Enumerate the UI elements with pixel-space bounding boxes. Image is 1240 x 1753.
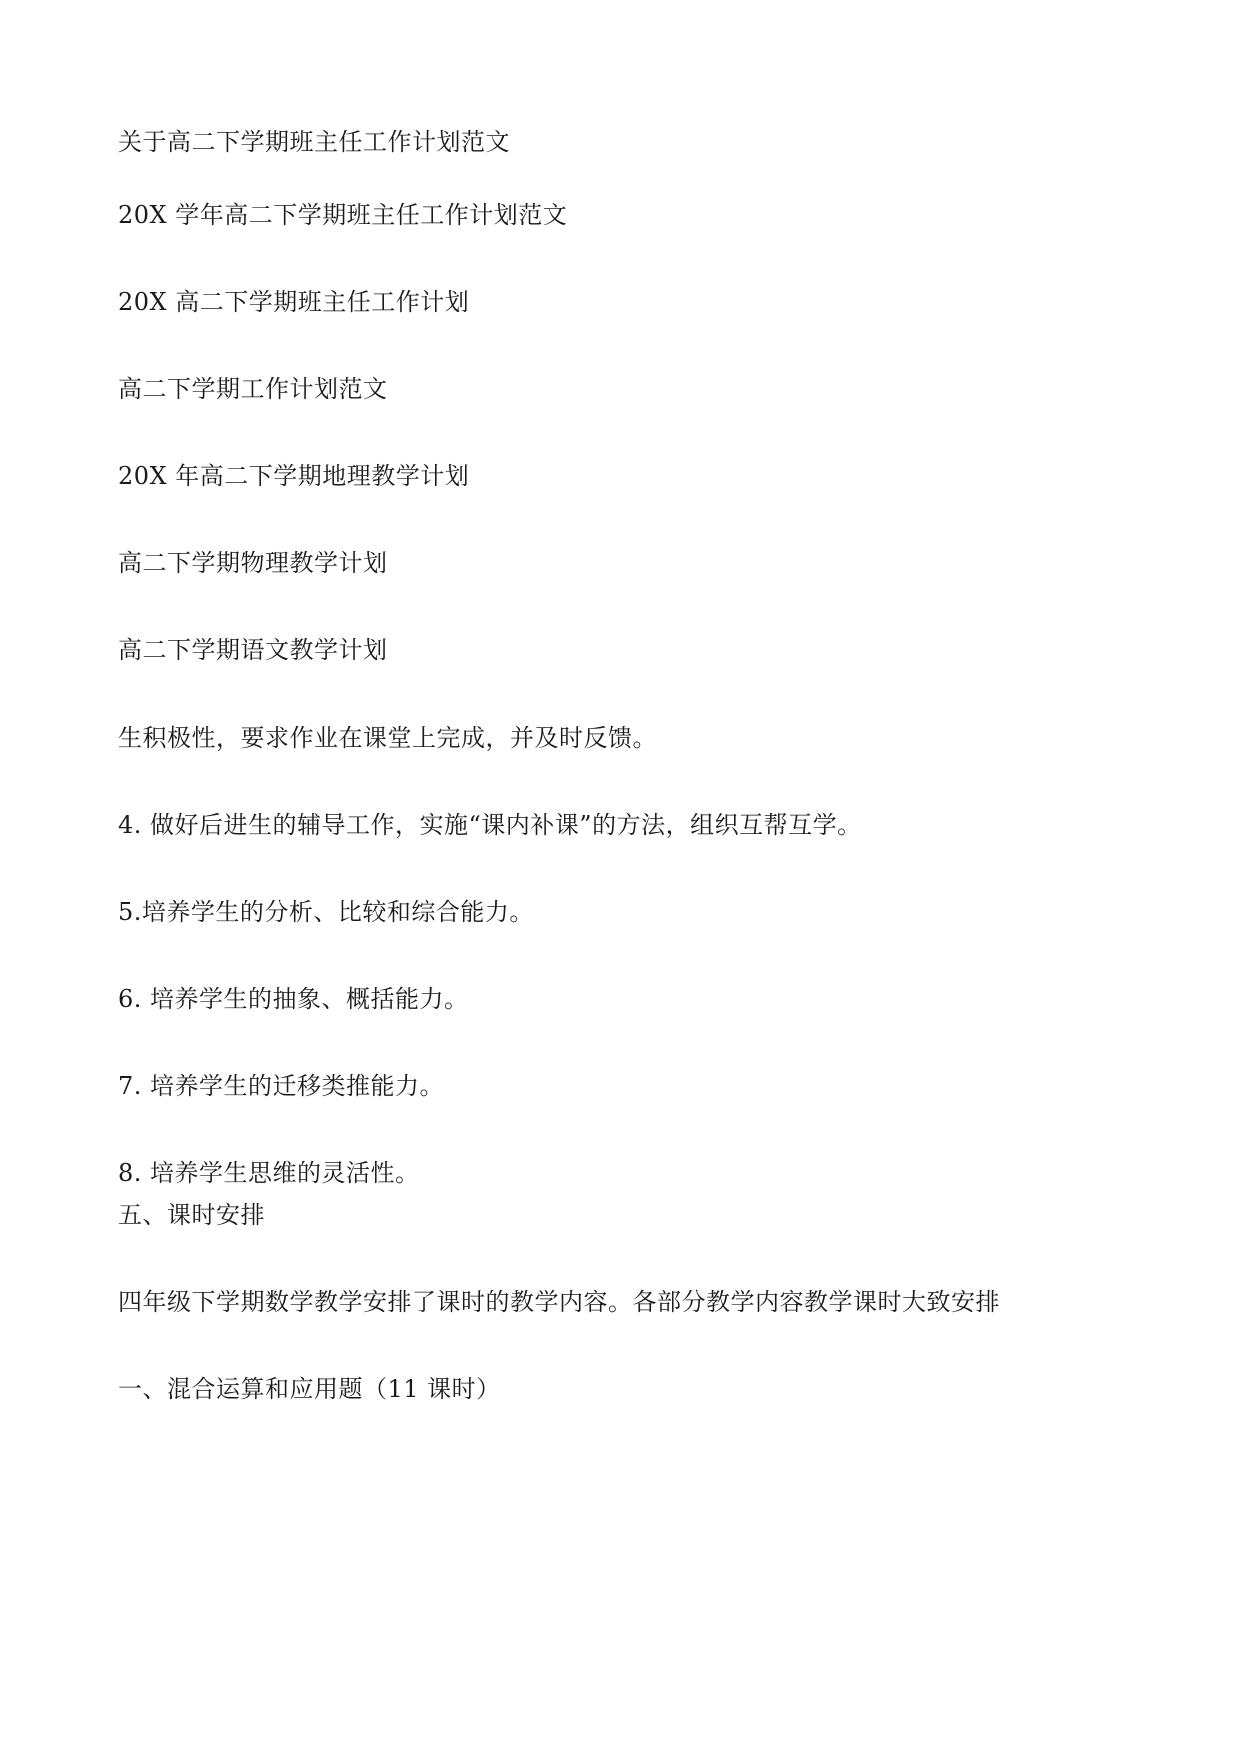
related-link-title-7[interactable]: 高二下学期语文教学计划: [118, 636, 388, 664]
list-item-7: 7. 培养学生的迁移类推能力。: [118, 1072, 445, 1100]
body-paragraph: 四年级下学期数学教学安排了课时的教学内容。各部分教学内容教学课时大致安排: [118, 1288, 1000, 1316]
section-heading: 五、课时安排: [118, 1201, 265, 1229]
list-item-6: 6. 培养学生的抽象、概括能力。: [118, 985, 469, 1013]
body-paragraph: 生积极性，要求作业在课堂上完成，并及时反馈。: [118, 724, 657, 752]
subsection-heading: 一、混合运算和应用题（11 课时）: [118, 1375, 501, 1403]
list-item-8: 8. 培养学生思维的灵活性。: [118, 1159, 420, 1187]
list-item-5: 5.培养学生的分析、比较和综合能力。: [118, 898, 534, 926]
related-link-title-6[interactable]: 高二下学期物理教学计划: [118, 549, 388, 577]
list-item-4: 4. 做好后进生的辅导工作，实施“课内补课”的方法，组织互帮互学。: [118, 811, 862, 839]
related-link-title-2[interactable]: 20X 学年高二下学期班主任工作计划范文: [118, 201, 568, 229]
related-link-title-4[interactable]: 高二下学期工作计划范文: [118, 375, 388, 403]
related-link-title-1[interactable]: 关于高二下学期班主任工作计划范文: [118, 128, 510, 156]
related-link-title-5[interactable]: 20X 年高二下学期地理教学计划: [118, 462, 470, 490]
related-link-title-3[interactable]: 20X 高二下学期班主任工作计划: [118, 288, 470, 316]
